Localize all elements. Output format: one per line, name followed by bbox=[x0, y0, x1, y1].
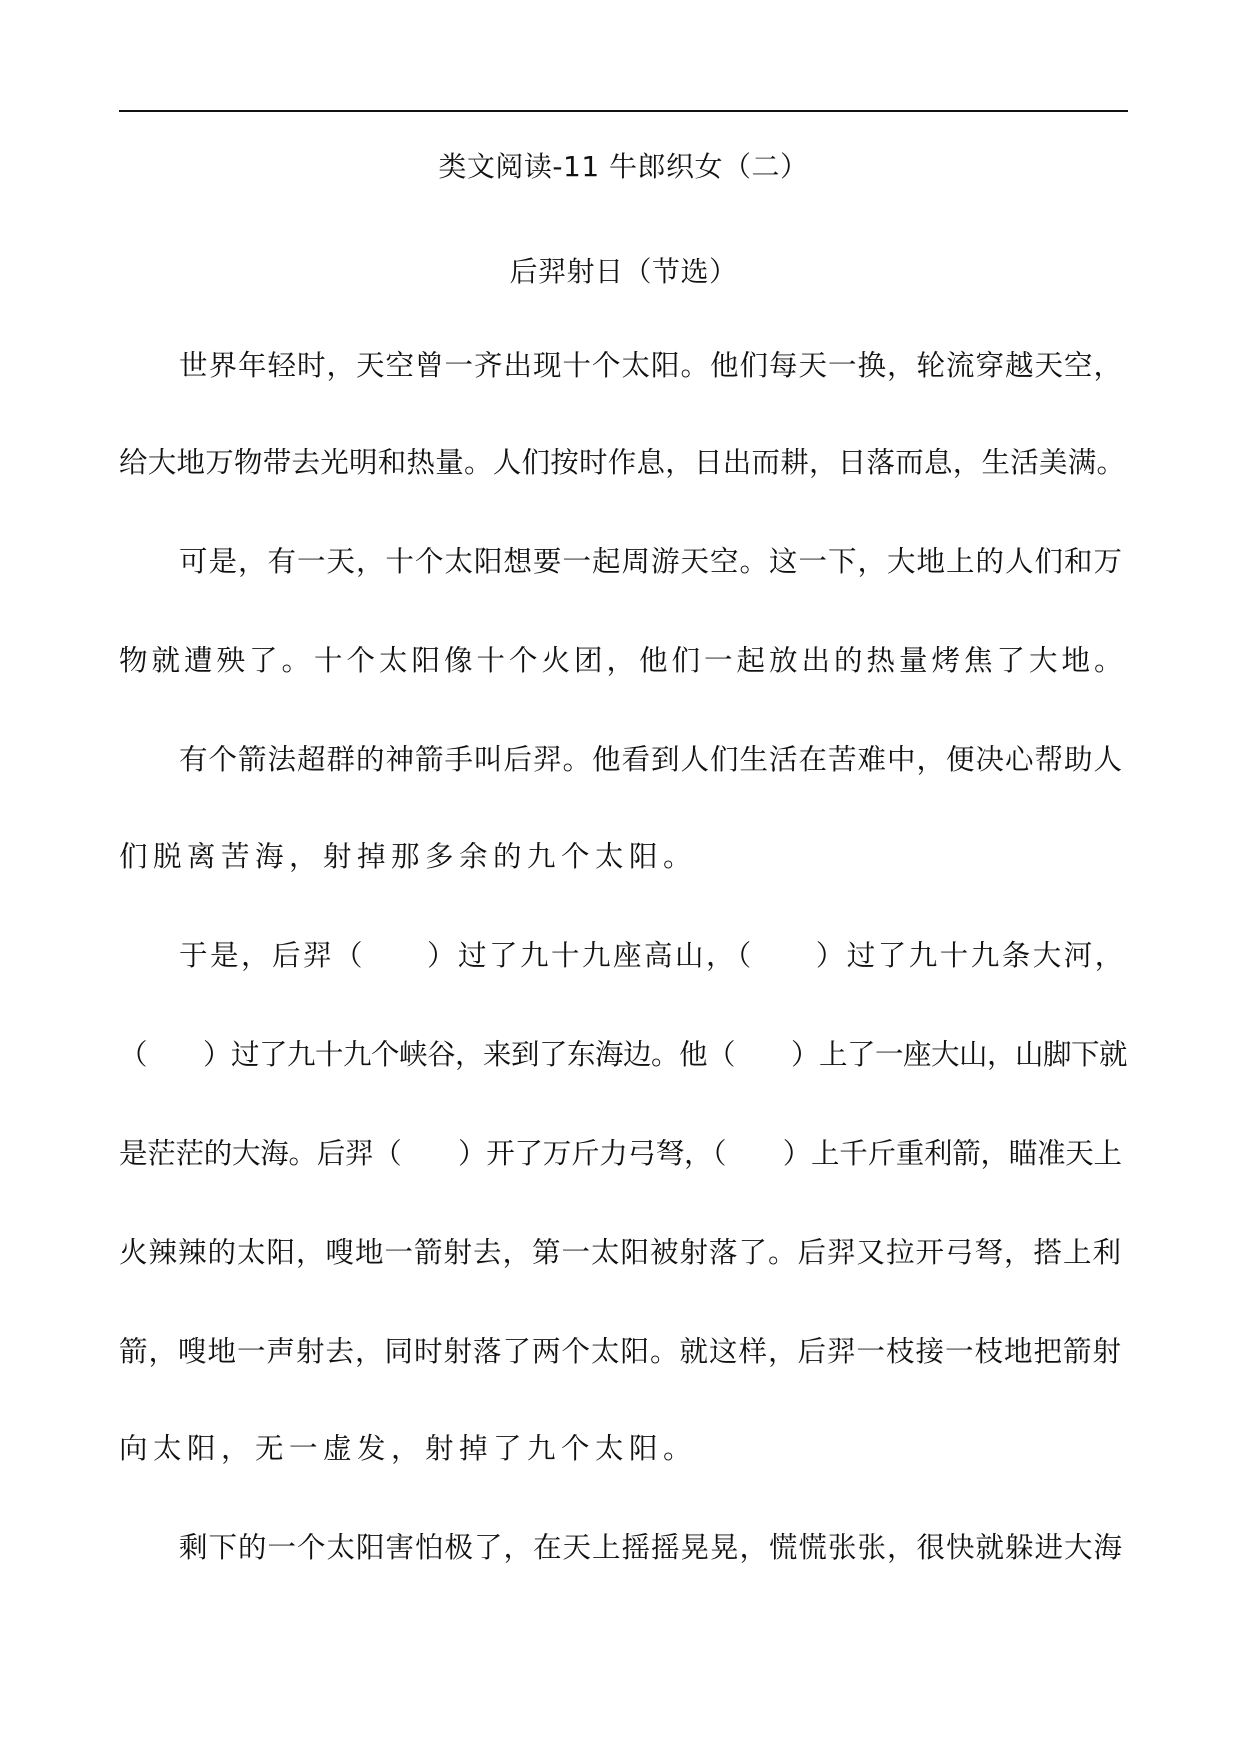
text-line: 有个箭法超群的神箭手叫后羿。他看到人们生活在苦难中，便决心帮助人 bbox=[179, 743, 1124, 776]
text-line: 向太阳，无一虚发，射掉了九个太阳。 bbox=[119, 1432, 698, 1465]
text-line: 于是，后羿（ ）过了九十九座高山，（ ）过了九十九条大河， bbox=[179, 939, 1126, 972]
header-rule bbox=[119, 110, 1128, 112]
text-line: 们脱离苦海，射掉那多余的九个太阳。 bbox=[119, 840, 698, 873]
text-line: （ ）过了九十九个峡谷，来到了东海边。他（ ）上了一座大山，山脚下就 bbox=[119, 1038, 1128, 1071]
text-line: 是茫茫的大海。后羿（ ）开了万斤力弓弩，（ ）上千斤重利箭，瞄准天上 bbox=[119, 1137, 1122, 1170]
text-line: 可是，有一天，十个太阳想要一起周游天空。这一下，大地上的人们和万 bbox=[179, 545, 1124, 578]
passage-title: 后羿射日（节选） bbox=[509, 255, 738, 288]
text-line: 世界年轻时，天空曾一齐出现十个太阳。他们每天一换，轮流穿越天空， bbox=[179, 349, 1124, 382]
text-line: 剩下的一个太阳害怕极了，在天上摇摇晃晃，慌慌张张，很快就躲进大海 bbox=[179, 1531, 1124, 1564]
text-line: 箭，嗖地一声射去，同时射落了两个太阳。就这样，后羿一枝接一枝地把箭射 bbox=[119, 1335, 1123, 1368]
document-title: 类文阅读-11 牛郎织女（二） bbox=[438, 150, 809, 183]
text-line: 火辣辣的太阳，嗖地一箭射去，第一太阳被射落了。后羿又拉开弓弩，搭上利 bbox=[119, 1236, 1123, 1269]
text-line: 物就遭殃了。十个太阳像十个火团，他们一起放出的热量烤焦了大地。 bbox=[119, 644, 1127, 677]
text-line: 给大地万物带去光明和热量。人们按时作息，日出而耕，日落而息，生活美满。 bbox=[119, 446, 1126, 479]
